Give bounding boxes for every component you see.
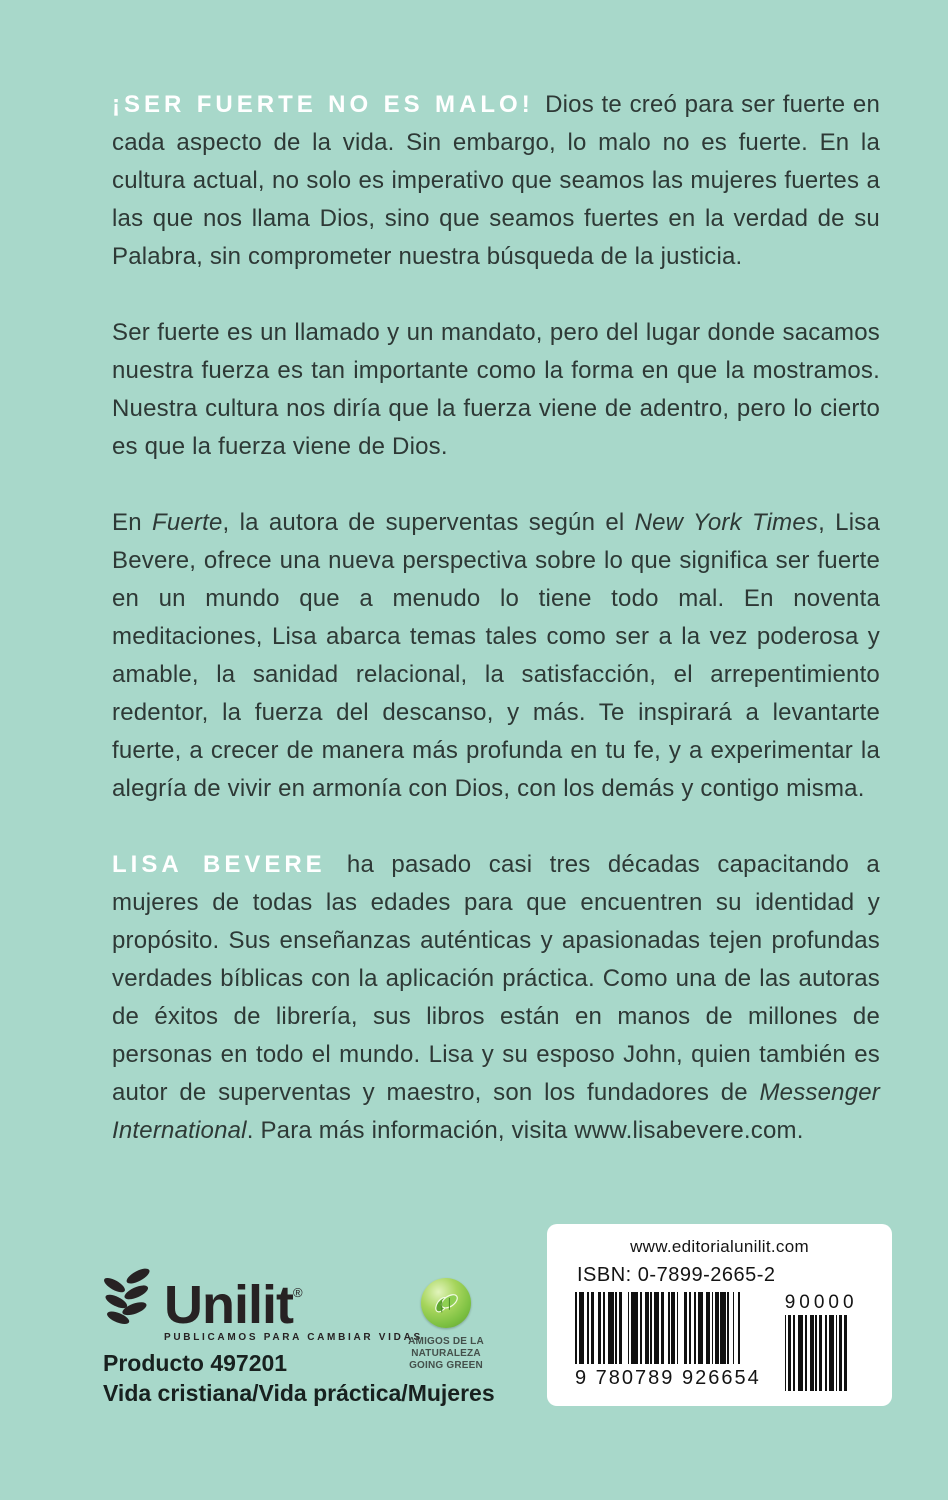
product-number: Producto 497201 [103,1350,288,1376]
eco-seal-icon [421,1278,471,1328]
ean-barcode-bars [575,1292,761,1364]
price-addon-code: 90000 [784,1292,858,1313]
eco-seal-caption: AMIGOS DE LA NATURALEZA GOING GREEN [408,1336,484,1371]
category-line: Vida cristiana/Vida práctica/Mujeres [103,1380,495,1406]
barcode-panel [547,1224,892,1406]
unilit-leaf-icon [100,1264,158,1328]
paragraph-author-bio: LISA BEVERE ha pasado casi tres décadas capacitando a mujeres de todas las edades para que encuentren su identidad y propósito. Sus enseñanzas auténticas y apasionadas tejen profundas verdades bíblicas con la aplicación práctica. Como una de las autoras de éxitos de librería, sus libros están en manos de millones de personas en todo el mundo. Lisa y su esposo John, quien también es autor de superventas y maestro, son los fundadores de Messenger International. Para más información, visita www.lisabevere.com. [112,851,880,1144]
eco-seal [376,1278,516,1372]
paragraph-calling: Ser fuerte es un llamado y un mandato, pero del lugar donde sacamos nuestra fuerza es tan importante como la forma en que la mostramos. Nuestra cultura nos diría que la fuerza viene de adentro, pero lo cierto es que la fuerza viene de Dios. [112,319,880,460]
paragraph-book-description: En Fuerte, la autora de superventas según el New York Times, Lisa Bevere, ofrece una nueva perspectiva sobre lo que significa ser fuerte en un mundo que a menudo lo tiene todo mal. En noventa meditaciones, Lisa abarca temas tales como ser a la vez poderosa y amable, la sanidad relacional, la satisfacción, el arrepentimiento redentor, la fuerza del descanso, y más. Te inspirará a levantarte fuerte, a crecer de manera más profunda en tu fe, y a experimentar la alegría de vivir en armonía con Dios, con los demás y contigo misma. [112,509,880,802]
price-addon-bars [785,1315,858,1391]
unilit-wordmark: Unilit® [164,1275,303,1335]
ean-barcode [575,1292,761,1390]
registered-trademark-symbol: ® [292,1285,303,1300]
publisher-website: www.editorialunilit.com [630,1237,809,1256]
back-cover-copy [112,86,880,1188]
unilit-tagline: PUBLICAMOS PARA CAMBIAR VIDAS [164,1332,423,1343]
ean-digits: 9 780789 926654 [575,1367,761,1389]
paragraph-intro: ¡SER FUERTE NO ES MALO! Dios te creó para ser fuerte en cada aspecto de la vida. Sin embargo, lo malo no es fuerte. En la cultura actual, no solo es imperativo que seamos las mujeres fuertes a las que nos llama Dios, sino que seamos fuertes en la verdad de su Palabra, sin comprometer nuestra búsqueda de la justicia. [112,91,880,270]
publisher-logo-block [100,1264,423,1343]
price-addon-barcode [785,1292,858,1391]
isbn-text: ISBN: 0-7899-2665-2 [577,1264,776,1286]
